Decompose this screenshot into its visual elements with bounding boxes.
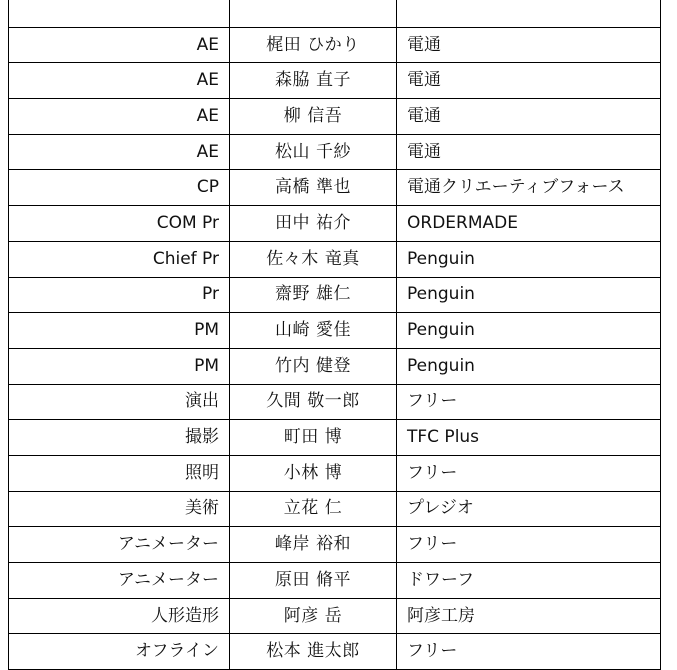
role-cell	[9, 0, 230, 27]
table-row	[9, 63, 661, 99]
company-cell: フリー	[397, 634, 661, 670]
company-cell: Penguin	[397, 241, 661, 277]
company-cell: フリー	[397, 455, 661, 491]
company-cell: Penguin	[397, 313, 661, 349]
table-row	[9, 241, 661, 277]
company-cell: ORDERMADE	[397, 206, 661, 242]
name-cell: 森脇 直子	[230, 63, 397, 99]
role-cell: AE	[9, 134, 230, 170]
name-cell: 久間 敬一郎	[230, 384, 397, 420]
credits-table-body	[9, 0, 661, 670]
table-row	[9, 99, 661, 135]
name-cell: 小林 博	[230, 455, 397, 491]
role-cell: 美術	[9, 491, 230, 527]
table-row	[9, 420, 661, 456]
company-cell: プレジオ	[397, 491, 661, 527]
company-cell	[397, 0, 661, 27]
role-cell: 人形造形	[9, 598, 230, 634]
role-cell: CP	[9, 170, 230, 206]
company-cell: 阿彦工房	[397, 598, 661, 634]
name-cell: 松山 千紗	[230, 134, 397, 170]
role-cell: PM	[9, 348, 230, 384]
name-cell	[230, 0, 397, 27]
name-cell: 峰岸 裕和	[230, 527, 397, 563]
role-cell: COM Pr	[9, 206, 230, 242]
company-cell: TFC Plus	[397, 420, 661, 456]
company-cell: ドワーフ	[397, 563, 661, 599]
name-cell: 佐々木 竜真	[230, 241, 397, 277]
name-cell: 梶田 ひかり	[230, 27, 397, 63]
table-row	[9, 27, 661, 63]
company-cell: Penguin	[397, 348, 661, 384]
company-cell: フリー	[397, 527, 661, 563]
company-cell: 電通	[397, 63, 661, 99]
role-cell: 撮影	[9, 420, 230, 456]
table-row	[9, 527, 661, 563]
table-row	[9, 277, 661, 313]
table-row	[9, 455, 661, 491]
company-cell: 電通クリエーティブフォース	[397, 170, 661, 206]
table-row	[9, 598, 661, 634]
company-cell: フリー	[397, 384, 661, 420]
role-cell: 演出	[9, 384, 230, 420]
name-cell: 田中 祐介	[230, 206, 397, 242]
table-row	[9, 313, 661, 349]
company-cell: 電通	[397, 99, 661, 135]
name-cell: 原田 脩平	[230, 563, 397, 599]
table-row	[9, 348, 661, 384]
company-cell: 電通	[397, 134, 661, 170]
role-cell: AE	[9, 27, 230, 63]
table-row	[9, 134, 661, 170]
name-cell: 松本 進太郎	[230, 634, 397, 670]
table-row	[9, 491, 661, 527]
name-cell: 高橋 準也	[230, 170, 397, 206]
name-cell: 齋野 雄仁	[230, 277, 397, 313]
role-cell: AE	[9, 99, 230, 135]
company-cell: 電通	[397, 27, 661, 63]
role-cell: アニメーター	[9, 527, 230, 563]
name-cell: 山崎 愛佳	[230, 313, 397, 349]
role-cell: AE	[9, 63, 230, 99]
table-row	[9, 0, 661, 27]
name-cell: 阿彦 岳	[230, 598, 397, 634]
role-cell: アニメーター	[9, 563, 230, 599]
table-row	[9, 170, 661, 206]
name-cell: 柳 信吾	[230, 99, 397, 135]
role-cell: 照明	[9, 455, 230, 491]
name-cell: 竹内 健登	[230, 348, 397, 384]
company-cell: Penguin	[397, 277, 661, 313]
role-cell: Pr	[9, 277, 230, 313]
name-cell: 町田 博	[230, 420, 397, 456]
name-cell: 立花 仁	[230, 491, 397, 527]
role-cell: PM	[9, 313, 230, 349]
role-cell: Chief Pr	[9, 241, 230, 277]
table-row	[9, 384, 661, 420]
table-row	[9, 563, 661, 599]
table-row	[9, 634, 661, 670]
credits-table	[8, 0, 661, 670]
role-cell: オフライン	[9, 634, 230, 670]
table-row	[9, 206, 661, 242]
